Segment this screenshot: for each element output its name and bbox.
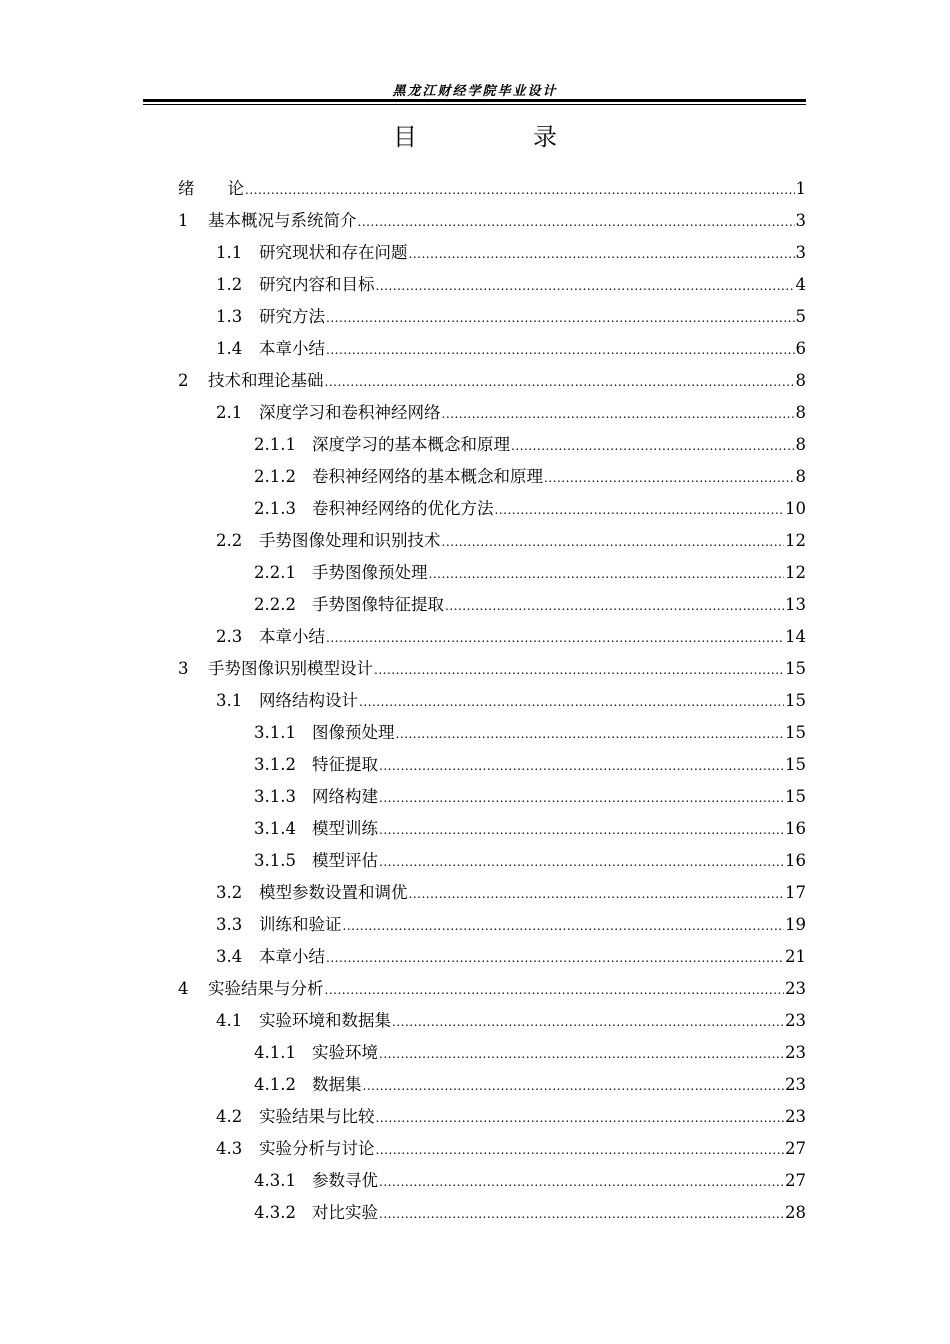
toc-entry-page-number: 23	[785, 1011, 806, 1030]
toc-dot-leader	[379, 783, 784, 813]
toc-entry-title: 实验分析与讨论	[259, 1139, 375, 1158]
toc-entry[interactable]	[254, 718, 806, 748]
toc-entry[interactable]	[216, 1102, 806, 1132]
toc-entry-number: 4.1	[216, 1011, 243, 1030]
toc-entry-number: 2.2	[216, 531, 243, 550]
toc-entry[interactable]	[254, 462, 806, 492]
toc-dot-leader	[392, 1007, 784, 1037]
toc-entry[interactable]	[254, 494, 806, 524]
toc-entry-number: 4.2	[216, 1107, 243, 1126]
toc-entry[interactable]	[254, 846, 806, 876]
toc-entry-page-number: 28	[785, 1203, 806, 1222]
toc-entry-title: 本章小结	[259, 627, 325, 646]
toc-entry-page-number: 6	[795, 339, 806, 358]
toc-entry[interactable]	[254, 750, 806, 780]
toc-entry-number: 3	[178, 659, 189, 678]
toc-entry-page-number: 27	[785, 1139, 806, 1158]
toc-entry-page-number: 14	[785, 627, 806, 646]
toc-entry-title: 本章小结	[259, 339, 325, 358]
toc-entry-number: 1.1	[216, 243, 243, 262]
toc-entry[interactable]	[216, 1134, 806, 1164]
toc-entry-number: 2.2.2	[254, 595, 296, 614]
toc-entry-number: 2.1.2	[254, 467, 296, 486]
toc-entry-number: 4.3	[216, 1139, 243, 1158]
toc-entry-number: 2.1.1	[254, 435, 296, 454]
toc-dot-leader	[376, 1103, 785, 1133]
toc-dot-leader	[495, 495, 785, 525]
toc-entry-number: 4.3.2	[254, 1203, 296, 1222]
toc-entry-page-number: 23	[785, 1075, 806, 1094]
toc-entry-title: 卷积神经网络的基本概念和原理	[312, 467, 543, 486]
toc-entry-title: 训练和验证	[259, 915, 342, 934]
toc-entry[interactable]	[216, 334, 806, 364]
toc-entry-title: 基本概况与系统简介	[208, 211, 357, 230]
toc-entry-title: 卷积神经网络的优化方法	[312, 499, 494, 518]
toc-entry[interactable]	[178, 206, 806, 236]
toc-entry-page-number: 8	[795, 403, 806, 422]
toc-dot-leader	[544, 463, 795, 493]
toc-entry[interactable]	[216, 302, 806, 332]
toc-dot-leader	[326, 943, 784, 973]
toc-entry-page-number: 8	[795, 435, 806, 454]
toc-entry-title: 网络构建	[312, 787, 378, 806]
toc-dot-leader	[379, 815, 784, 845]
toc-entry-title: 网络结构设计	[259, 691, 358, 710]
toc-entry-number: 3.1.1	[254, 723, 296, 742]
toc-entry-title: 模型评估	[312, 851, 378, 870]
toc-entry[interactable]	[216, 238, 806, 268]
toc-entry[interactable]	[254, 782, 806, 812]
toc-dot-leader	[363, 1071, 785, 1101]
toc-entry-page-number: 13	[785, 595, 806, 614]
toc-entry-page-number: 4	[795, 275, 806, 294]
toc-entry-title: 本章小结	[259, 947, 325, 966]
toc-entry-number: 1	[178, 211, 189, 230]
toc-entry-number: 4.1.1	[254, 1043, 296, 1062]
toc-dot-leader	[343, 911, 785, 941]
toc-entry[interactable]	[254, 1070, 806, 1100]
toc-entry-number: 3.3	[216, 915, 243, 934]
toc-entry-title: 手势图像识别模型设计	[208, 659, 373, 678]
toc-entry-page-number: 5	[795, 307, 806, 326]
toc-dot-leader	[379, 847, 784, 877]
toc-entry-title: 实验结果与比较	[259, 1107, 375, 1126]
toc-entry-page-number: 1	[795, 179, 806, 198]
toc-entry-number: 1.4	[216, 339, 243, 358]
running-header-title: 黑龙江财经学院毕业设计	[392, 84, 558, 99]
toc-entry-page-number: 3	[795, 243, 806, 262]
toc-entry-page-number: 15	[785, 659, 806, 678]
toc-dot-leader	[359, 687, 784, 717]
toc-dot-leader	[379, 1199, 784, 1229]
toc-entry-title: 研究方法	[259, 307, 325, 326]
toc-entry[interactable]	[178, 174, 806, 204]
toc-entry-title: 深度学习的基本概念和原理	[312, 435, 510, 454]
toc-entry-number: 4.3.1	[254, 1171, 296, 1190]
toc-entry-page-number: 17	[785, 883, 806, 902]
toc-entry-page-number: 12	[785, 563, 806, 582]
toc-dot-leader	[442, 399, 795, 429]
toc-dot-leader	[445, 591, 784, 621]
toc-entry-page-number: 16	[785, 851, 806, 870]
toc-entry[interactable]	[178, 974, 806, 1004]
toc-entry-title: 对比实验	[312, 1203, 378, 1222]
toc-entry-page-number: 8	[795, 371, 806, 390]
toc-entry-page-number: 15	[785, 755, 806, 774]
toc-entry-number: 3.1.4	[254, 819, 296, 838]
toc-dot-leader	[376, 271, 795, 301]
toc-entry-title: 手势图像处理和识别技术	[259, 531, 441, 550]
toc-entry[interactable]	[216, 270, 806, 300]
toc-entry-title: 深度学习和卷积神经网络	[259, 403, 441, 422]
toc-entry[interactable]	[254, 1198, 806, 1228]
toc-dot-leader	[374, 655, 784, 685]
toc-entry-number: 4.1.2	[254, 1075, 296, 1094]
toc-dot-leader	[379, 1039, 784, 1069]
toc-dot-leader	[409, 879, 785, 909]
toc-entry-title: 图像预处理	[312, 723, 395, 742]
toc-entry-title: 数据集	[312, 1075, 362, 1094]
toc-entry-number: 3.1.5	[254, 851, 296, 870]
toc-entry-title: 参数寻优	[312, 1171, 378, 1190]
toc-entry-number: 2.1	[216, 403, 243, 422]
toc-entry-page-number: 23	[785, 1107, 806, 1126]
toc-entry-number: 1.2	[216, 275, 243, 294]
toc-entry-page-number: 15	[785, 691, 806, 710]
page-title: 目 录	[393, 123, 603, 151]
toc-dot-leader	[511, 431, 795, 461]
toc-entry-page-number: 16	[785, 819, 806, 838]
toc-entry-page-number: 23	[785, 979, 806, 998]
toc-entry-title: 模型参数设置和调优	[259, 883, 408, 902]
toc-entry-page-number: 12	[785, 531, 806, 550]
toc-dot-leader	[376, 1135, 785, 1165]
toc-entry-page-number: 3	[795, 211, 806, 230]
toc-entry-title: 研究内容和目标	[259, 275, 375, 294]
toc-dot-leader	[379, 751, 784, 781]
toc-entry-number: 2.2.1	[254, 563, 296, 582]
toc-entry[interactable]	[216, 1006, 806, 1036]
toc-dot-leader	[429, 559, 785, 589]
toc-entry-number: 2	[178, 371, 189, 390]
toc-entry[interactable]	[216, 526, 806, 556]
toc-entry[interactable]	[216, 878, 806, 908]
toc-entry-page-number: 27	[785, 1171, 806, 1190]
toc-entry-number: 1.3	[216, 307, 243, 326]
toc-entry[interactable]	[216, 910, 806, 940]
toc-dot-leader	[325, 367, 795, 397]
toc-dot-leader	[358, 207, 795, 237]
toc-entry-number: 2.3	[216, 627, 243, 646]
toc-entry-number: 2.1.3	[254, 499, 296, 518]
toc-entry-number: 4	[178, 979, 189, 998]
toc-entry[interactable]	[178, 654, 806, 684]
toc-entry-title: 手势图像特征提取	[312, 595, 444, 614]
toc-entry-number: 3.1	[216, 691, 243, 710]
toc-entry[interactable]	[216, 398, 806, 428]
toc-entry[interactable]	[216, 686, 806, 716]
toc-dot-leader	[325, 975, 785, 1005]
toc-entry[interactable]	[254, 590, 806, 620]
toc-entry[interactable]	[178, 366, 806, 396]
toc-entry-number: 3.1.2	[254, 755, 296, 774]
toc-entry[interactable]	[216, 942, 806, 972]
toc-entry-number: 3.2	[216, 883, 243, 902]
toc-entry-title: 研究现状和存在问题	[259, 243, 408, 262]
toc-entry[interactable]	[254, 1166, 806, 1196]
toc-entry[interactable]	[254, 1038, 806, 1068]
toc-entry-page-number: 19	[785, 915, 806, 934]
header-rule-thin	[143, 104, 806, 105]
header-rule-thick	[143, 99, 806, 102]
toc-dot-leader	[396, 719, 785, 749]
toc-entry-page-number: 8	[795, 467, 806, 486]
toc-entry-page-number: 10	[785, 499, 806, 518]
toc-dot-leader	[326, 623, 784, 653]
toc-entry-title: 实验环境和数据集	[259, 1011, 391, 1030]
toc-entry-number: 3.4	[216, 947, 243, 966]
toc-entry-title: 绪 论	[178, 179, 244, 198]
toc-entry-title: 特征提取	[312, 755, 378, 774]
toc-dot-leader	[379, 1167, 784, 1197]
toc-entry-title: 实验环境	[312, 1043, 378, 1062]
toc-entry-number: 3.1.3	[254, 787, 296, 806]
toc-dot-leader	[409, 239, 795, 269]
toc-entry-page-number: 15	[785, 723, 806, 742]
toc-entry[interactable]	[254, 558, 806, 588]
toc-entry-page-number: 15	[785, 787, 806, 806]
toc-entry-page-number: 23	[785, 1043, 806, 1062]
toc-entry[interactable]	[254, 814, 806, 844]
toc-entry-title: 模型训练	[312, 819, 378, 838]
toc-entry-title: 实验结果与分析	[208, 979, 324, 998]
toc-dot-leader	[326, 335, 795, 365]
toc-entry[interactable]	[254, 430, 806, 460]
toc-entry-page-number: 21	[785, 947, 806, 966]
toc-dot-leader	[442, 527, 785, 557]
toc-entry-title: 技术和理论基础	[208, 371, 324, 390]
toc-dot-leader	[245, 175, 795, 205]
toc-dot-leader	[326, 303, 795, 333]
toc-entry-title: 手势图像预处理	[312, 563, 428, 582]
toc-entry[interactable]	[216, 622, 806, 652]
